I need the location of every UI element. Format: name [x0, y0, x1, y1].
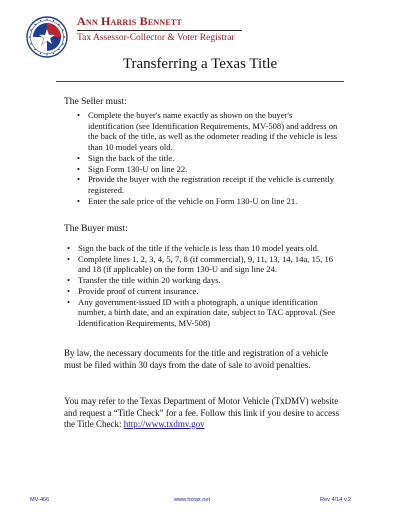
- list-item: • Provide proof of current insurance.: [66, 286, 344, 297]
- buyer-list: [66, 243, 344, 329]
- header-divider: [77, 30, 242, 31]
- page-title: Transferring a Texas Title: [122, 56, 278, 72]
- official-name: Ann Harris Bennett: [77, 14, 182, 28]
- list-item: • Any government-issued ID with a photograph, a unique identification number, a birth date, and an expiration date, subject to TAC approval. (See Identification Requirements, MV-508): [66, 297, 344, 329]
- revision-label: Rev 4/14 v.2: [320, 497, 351, 503]
- list-item: • Complete lines 1, 2, 3, 4, 5, 7, 8 (if commercial), 9, 11, 13, 14, 14a, 15, 16 and 18 (if applicable) on the form 130-U and sign line 24.: [66, 254, 344, 275]
- list-item: • Sign the back of the title.: [76, 153, 338, 164]
- list-item: • Transfer the title within 20 working days.: [66, 275, 344, 286]
- title-check-paragraph: [64, 396, 342, 431]
- list-item: • Sign the back of the title if the vehicle is less than 10 model years old.: [66, 243, 344, 254]
- title-divider: [56, 81, 344, 82]
- footer-website: www.hctax.net: [174, 497, 211, 503]
- title-check-text: You may refer to the Texas Department of Motor Vehicle (TxDMV) website and request a “Title Check” for a fee. Follow this link if you desire to access the Title Check:: [64, 396, 340, 429]
- seller-list: [76, 110, 338, 206]
- seller-heading: The Seller must:: [64, 97, 127, 107]
- list-item: • Enter the sale price of the vehicle on Form 130-U on line 21.: [76, 196, 338, 207]
- list-item: • Provide the buyer with the registration receipt if the vehicle is currently registered.: [76, 174, 338, 195]
- filing-deadline-paragraph: By law, the necessary documents for the title and registration of a vehicle must be filed within 30 days from the date of sale to avoid penalties.: [64, 348, 329, 370]
- list-item: • Complete the buyer's name exactly as shown on the buyer's identification (see Identification Requirements, MV-508) and address on the back of the title, as well as the odometer reading if the vehicle is less than 10 model years old.: [76, 110, 338, 153]
- official-title: Tax Assessor-Collector & Voter Registrar: [77, 33, 235, 43]
- buyer-heading: The Buyer must:: [64, 224, 128, 234]
- list-item: • Sign Form 130-U on line 22.: [76, 164, 338, 175]
- txdmv-link[interactable]: http://www.txdmv.gov: [123, 419, 205, 429]
- form-number: MV-466: [30, 497, 50, 503]
- county-seal-icon: [26, 16, 68, 58]
